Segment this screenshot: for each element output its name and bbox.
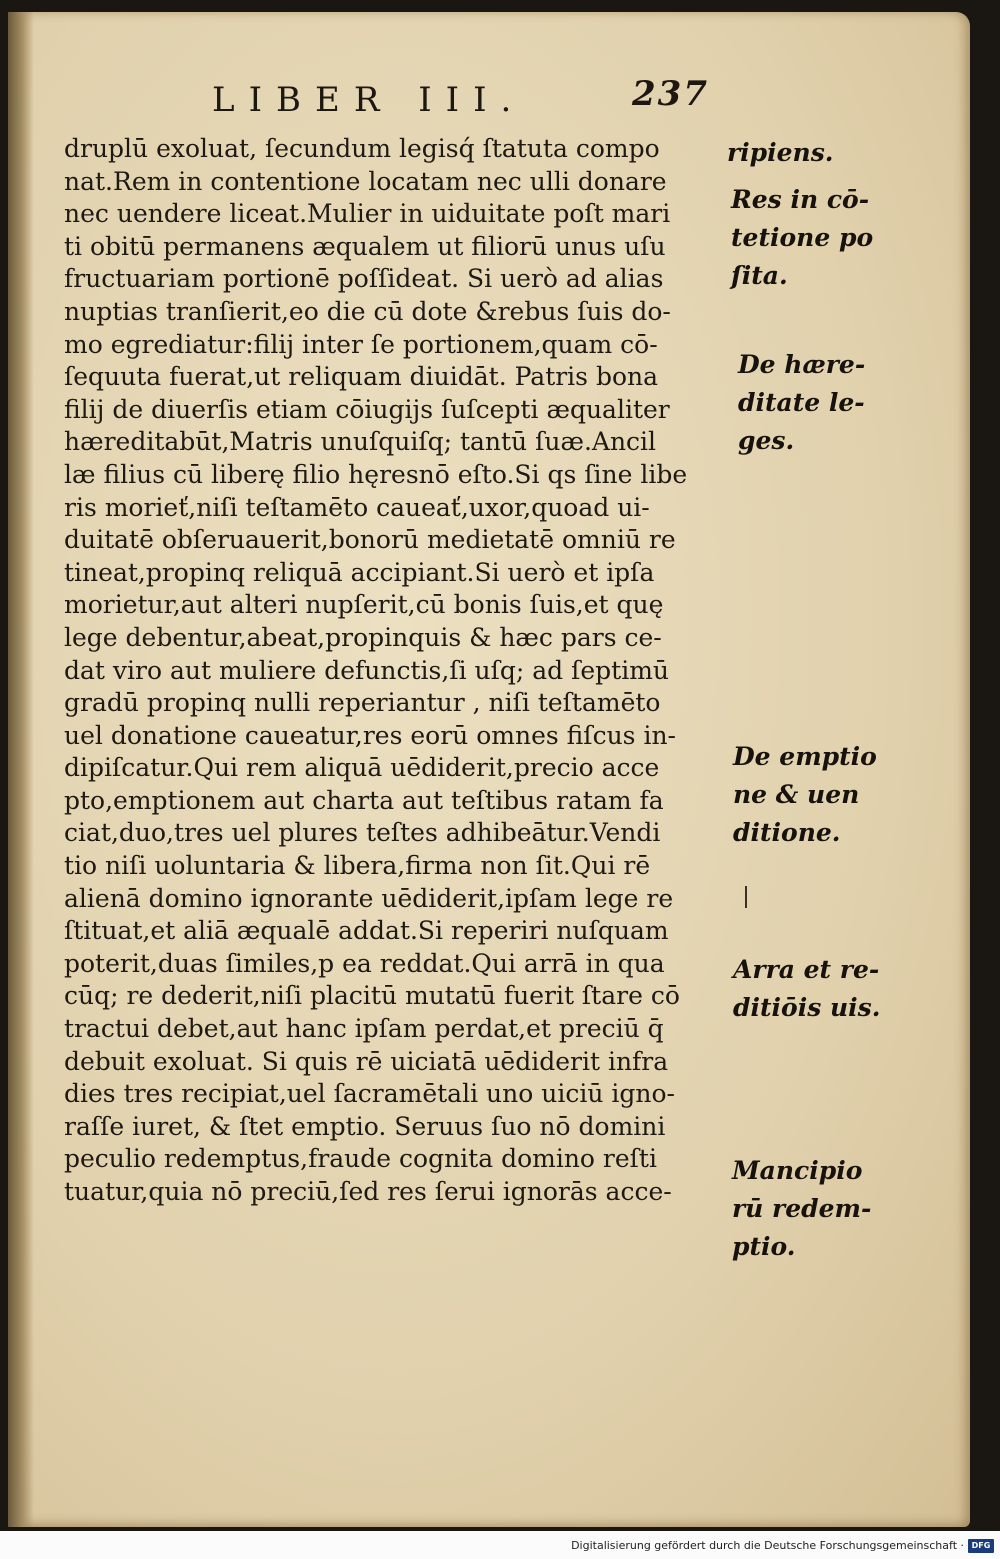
funding-credit: Digitalisierung gefördert durch die Deutsche Forschungsgemeinschaft · <box>571 1539 964 1552</box>
text-line: nec uendere liceat.Mulier in uiduitate poſt mari <box>64 199 671 229</box>
margin-note-line: rū redem- <box>732 1194 872 1223</box>
main-text-column <box>64 133 729 1209</box>
text-line: uel donatione caueatur,res eorū omnes fiſcus in- <box>64 720 676 750</box>
margin-note-mancipiorum <box>732 1152 871 1266</box>
margin-note-line: ditate le- <box>738 388 865 417</box>
text-line: debuit exoluat. Si quis rē uiciatā uēdiderit infra <box>64 1046 669 1076</box>
text-line: ſequuta fuerat,ut reliquam diuidāt. Patris bona <box>64 362 659 392</box>
text-line: lege debentur,abeat,propinquis & hæc pars ce- <box>64 622 662 652</box>
text-line: dat viro aut muliere defunctis,ſi uſq; ad ſeptimū <box>64 655 670 685</box>
dfg-logo: DFG <box>968 1539 994 1553</box>
text-line: ſtituat,et aliā æqualē addat.Si reperiri nuſquam <box>64 916 669 946</box>
margin-note-line: De emptio <box>733 742 877 771</box>
margin-note-line: Arra et re- <box>733 955 880 984</box>
text-line: peculio redemptus,fraude cognita domino reſti <box>64 1144 657 1174</box>
text-line: ti obitū permanens æqualem ut filiorū unus uſu <box>64 231 666 261</box>
text-line: druplū exoluat, ſecundum legisq́ ſtatuta compo <box>64 134 660 163</box>
text-line: ciat,duo,tres uel plures teſtes adhibeātur.Vendi <box>64 818 661 848</box>
margin-note-arra <box>733 951 880 1027</box>
margin-mark <box>745 886 747 908</box>
page-number: 237 <box>632 74 709 114</box>
text-line: dies tres recipiat,uel ſacramētali uno uiciū igno- <box>64 1079 675 1109</box>
margin-note-line: ges. <box>738 426 795 455</box>
margin-note-line: ditiōis uis. <box>733 993 881 1022</box>
text-line: fructuariam portionē poſſideat. Si uerò ad alias <box>64 264 664 294</box>
text-line: alienā domino ignorante uēdiderit,ipſam lege re <box>64 883 674 913</box>
footer-bar <box>0 1531 1000 1559</box>
text-line: ris morieť,niſi teſtamēto caueať,uxor,quoad ui- <box>64 492 650 522</box>
text-line: gradū propinq nulli reperiantur , niſi teſtamēto <box>64 688 661 718</box>
text-line: tractui debet,aut hanc ipſam perdat,et preciū q̄ <box>64 1014 664 1044</box>
text-line: filij de diuerſis etiam cōiugijs ſuſcepti æqualiter <box>64 394 670 424</box>
margin-note-line: Mancipio <box>732 1156 863 1185</box>
page-gutter-shadow <box>8 12 34 1527</box>
margin-note-line: Res in cō- <box>731 185 870 214</box>
margin-note-line: tetione po <box>731 223 874 252</box>
text-line: raſſe iuret, & ſtet emptio. Seruus ſuo nō domini <box>64 1111 666 1141</box>
text-line: poterit,duas ſimiles,p ea reddat.Qui arrā in qua <box>64 948 665 978</box>
margin-note-de-emptione <box>733 738 877 852</box>
book-title: LIBER III. <box>212 80 526 120</box>
margin-note-res-in-contentione <box>731 181 873 295</box>
margin-note-line: ne & uen <box>733 780 860 809</box>
margin-note-line: ptio. <box>732 1232 796 1261</box>
text-line: tio niſi uoluntaria & libera,firma non ſit.Qui rē <box>64 851 651 881</box>
margin-note-line: ſita. <box>731 261 788 290</box>
text-line: læ filius cū liberę filio hęresnō eſto.Si qs ſine libe <box>64 459 688 489</box>
running-header <box>212 74 752 130</box>
text-line: dipiſcatur.Qui rem aliquā uēdiderit,precio acce <box>64 753 660 783</box>
margin-note-line: ripiens. <box>727 138 834 167</box>
text-line: morietur,aut alteri nupſerit,cū bonis ſuis,et quę <box>64 590 664 620</box>
text-line: tineat,propinq reliquā accipiant.Si uerò et ipſa <box>64 557 655 587</box>
text-line: cūq; re dederit,niſi placitū mutatū fuerit ſtare cō <box>64 981 680 1011</box>
text-line: tuatur,quia nō preciū,ſed res ſerui ignorās acce- <box>64 1177 672 1206</box>
margin-note-ripiens <box>727 134 834 172</box>
margin-note-line: ditione. <box>733 818 841 847</box>
text-line: duitatē obſeruauerit,bonorū medietatē omniū re <box>64 525 676 555</box>
margin-note-line: De hære- <box>738 350 866 379</box>
text-line: nuptias tranſierit,eo die cū dote &rebus ſuis do- <box>64 296 671 326</box>
text-line: mo egrediatur:filij inter ſe portionem,quam cō- <box>64 329 658 359</box>
text-line: hæreditabūt,Matris unuſquiſq; tantū ſuæ.Ancil <box>64 427 657 457</box>
text-line: nat.Rem in contentione locatam nec ulli donare <box>64 166 667 196</box>
text-line: pto,emptionem aut charta aut teſtibus ratam fa <box>64 785 664 815</box>
margin-note-de-haereditate <box>738 346 865 460</box>
